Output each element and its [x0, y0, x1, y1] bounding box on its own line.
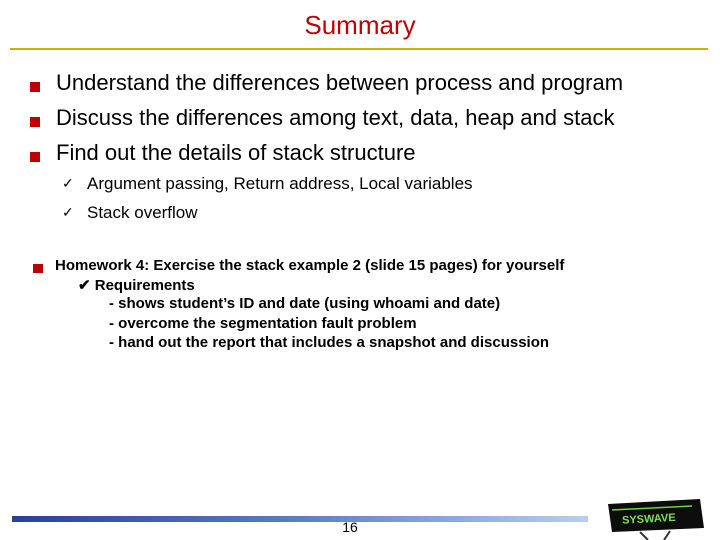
- requirement-item: - shows student’s ID and date (using whoami and date): [109, 295, 501, 312]
- page-number: 16: [342, 519, 358, 535]
- requirement-item: - overcome the segmentation fault problem: [109, 314, 417, 332]
- logo-text: SYSWAVE: [621, 511, 676, 527]
- sub-bullet-text: Stack overflow: [87, 203, 198, 222]
- bullet-text: Discuss the differences among text, data, heap and stack: [56, 105, 615, 130]
- bullet-square-icon: [30, 117, 40, 127]
- checkmark-icon: ✓: [62, 204, 74, 220]
- sub-bullet-text: Argument passing, Return address, Local variables: [87, 174, 473, 193]
- requirements-label: ✔ Requirements: [78, 277, 195, 294]
- lab-logo-icon: [600, 496, 710, 540]
- bullet-square-icon: [33, 264, 43, 273]
- bullet-square-icon: [30, 82, 40, 92]
- requirement-item: - hand out the report that includes a snapshot and discussion: [109, 334, 550, 351]
- title-divider: [10, 48, 708, 50]
- requirements-list: [109, 295, 549, 354]
- bullet-square-icon: [30, 152, 40, 162]
- homework-title: Homework 4: Exercise the stack example 2 (slide 15 pages) for yourself: [55, 257, 565, 274]
- checkmark-icon: ✓: [62, 175, 74, 191]
- bullet-text: Understand the differences between process and program: [56, 70, 624, 95]
- bullet-text: Find out the details of stack structure: [56, 140, 416, 165]
- slide-title: Summary: [304, 10, 416, 40]
